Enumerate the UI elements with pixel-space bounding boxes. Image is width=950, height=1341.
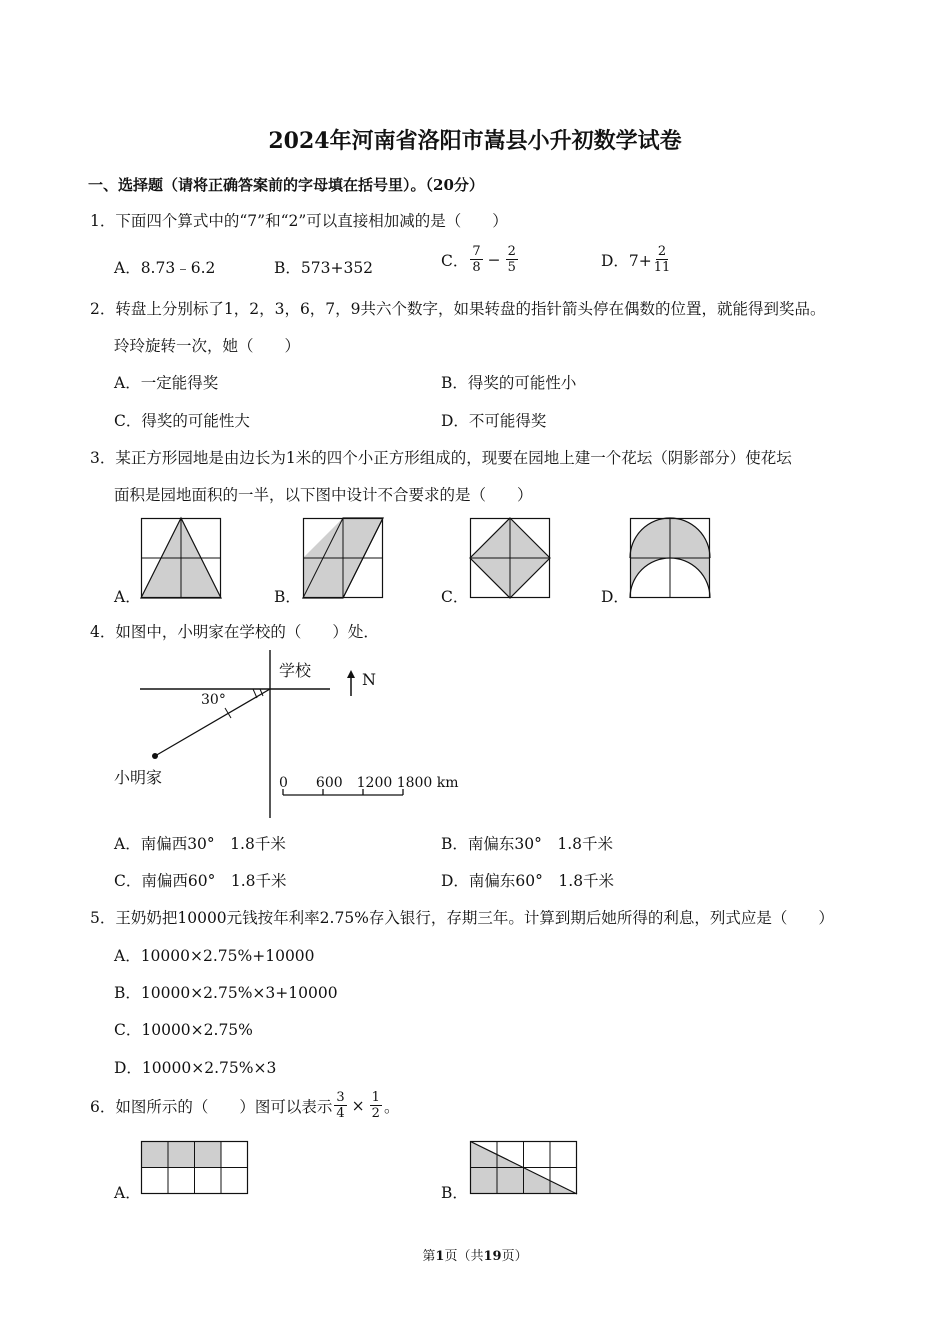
q5-option-b: B．10000×2.75%×3+10000 xyxy=(114,984,338,1002)
q2-option-c: C．得奖的可能性大 xyxy=(114,412,250,430)
q6-option-a-label: A． xyxy=(114,1184,141,1202)
q4-scale-label: 0 600 1200 1800 km xyxy=(279,775,459,791)
page-title: 2024年河南省洛阳市嵩县小升初数学试卷 xyxy=(268,128,682,154)
fraction xyxy=(334,1090,346,1121)
numerator: 2 xyxy=(657,244,667,259)
q3-figure-d xyxy=(630,518,710,598)
q4-option-a: A．南偏西30° 1.8千米 xyxy=(114,835,286,853)
question-2-line1: 2．转盘上分别标了1，2，3，6，7，9共六个数字，如果转盘的指针箭头停在偶数的位置，就能得到奖品。 xyxy=(90,300,826,318)
q1-option-a: A．8.73﹣6.2 xyxy=(114,259,216,277)
operator: − xyxy=(487,250,501,269)
section-heading: 一、选择题（请将正确答案前的字母填在括号里）。（20分） xyxy=(88,176,484,194)
q1-option-d xyxy=(601,244,672,275)
q6-stem-end: 。 xyxy=(383,1097,400,1116)
fraction xyxy=(470,244,482,275)
footer-total-pages: 19 xyxy=(483,1249,502,1264)
denominator: 5 xyxy=(507,260,516,275)
operator: × xyxy=(351,1096,365,1115)
q2-option-d: D．不可能得奖 xyxy=(441,412,547,430)
q3-option-c-label: C． xyxy=(441,588,469,606)
denominator: 11 xyxy=(653,260,671,275)
q1-option-b: B．573+352 xyxy=(274,259,374,277)
q3-figure-b xyxy=(303,518,383,598)
fraction xyxy=(370,1090,382,1121)
fraction xyxy=(654,244,671,275)
numerator: 3 xyxy=(336,1090,345,1105)
footer-pre: 第 xyxy=(422,1249,436,1264)
footer-post: 页） xyxy=(501,1249,528,1264)
q3-figure-c xyxy=(470,518,550,598)
q4-option-b: B．南偏东30° 1.8千米 xyxy=(441,835,614,853)
q6-figure-b xyxy=(470,1141,578,1195)
q4-angle-label: 30° xyxy=(201,692,226,708)
q6-figure-a xyxy=(141,1141,249,1195)
q3-figure-a xyxy=(141,518,221,598)
q5-option-a: A．10000×2.75%+10000 xyxy=(114,947,315,965)
q3-option-b-label: B． xyxy=(274,588,301,606)
q5-option-c: C．10000×2.75% xyxy=(114,1021,253,1039)
numerator: 1 xyxy=(371,1090,380,1105)
q4-option-c: C．南偏西60° 1.8千米 xyxy=(114,872,287,890)
question-1-stem: 1．下面四个算式中的“7”和“2”可以直接相加减的是（ ） xyxy=(90,212,508,230)
question-3-line2: 面积是园地面积的一半，以下图中设计不合要求的是（ ） xyxy=(114,486,533,504)
q2-option-b: B．得奖的可能性小 xyxy=(441,374,577,392)
q1-d-label: D．7+ xyxy=(601,251,652,270)
q4-north-label: N xyxy=(362,670,376,689)
q5-option-d: D．10000×2.75%×3 xyxy=(114,1059,277,1077)
q3-option-d-label: D． xyxy=(601,588,629,606)
q6-option-b-label: B． xyxy=(441,1184,468,1202)
footer-page-number: 1 xyxy=(435,1249,445,1264)
q4-option-d: D．南偏东60° 1.8千米 xyxy=(441,872,615,890)
question-2-line2: 玲玲旋转一次，她（ ） xyxy=(114,337,301,355)
denominator: 2 xyxy=(371,1106,380,1121)
q6-stem-text: 6．如图所示的（ ）图可以表示 xyxy=(90,1097,333,1116)
numerator: 7 xyxy=(472,244,481,259)
q3-option-a-label: A． xyxy=(114,588,141,606)
denominator: 4 xyxy=(336,1106,345,1121)
q1-option-c xyxy=(441,244,520,275)
question-6-stem xyxy=(90,1090,399,1121)
question-3-line1: 3．某正方形园地是由边长为1米的四个小正方形组成的，现要在园地上建一个花坛（阴影部分）使花坛 xyxy=(90,449,792,467)
denominator: 8 xyxy=(472,260,481,275)
question-5-stem: 5．王奶奶把10000元钱按年利率2.75%存入银行，存期三年。计算到期后她所得的利息，列式应是（ ） xyxy=(90,909,834,927)
q4-school-label: 学校 xyxy=(279,661,312,680)
q2-option-a: A．一定能得奖 xyxy=(114,374,219,392)
numerator: 2 xyxy=(507,244,516,259)
fraction xyxy=(506,244,518,275)
q1-c-label: C． xyxy=(441,251,469,270)
footer-mid: 页（共 xyxy=(444,1249,484,1264)
q4-home-label: 小明家 xyxy=(114,768,163,787)
page-footer xyxy=(0,1245,950,1264)
question-4-stem: 4．如图中，小明家在学校的（ ）处． xyxy=(90,623,379,641)
